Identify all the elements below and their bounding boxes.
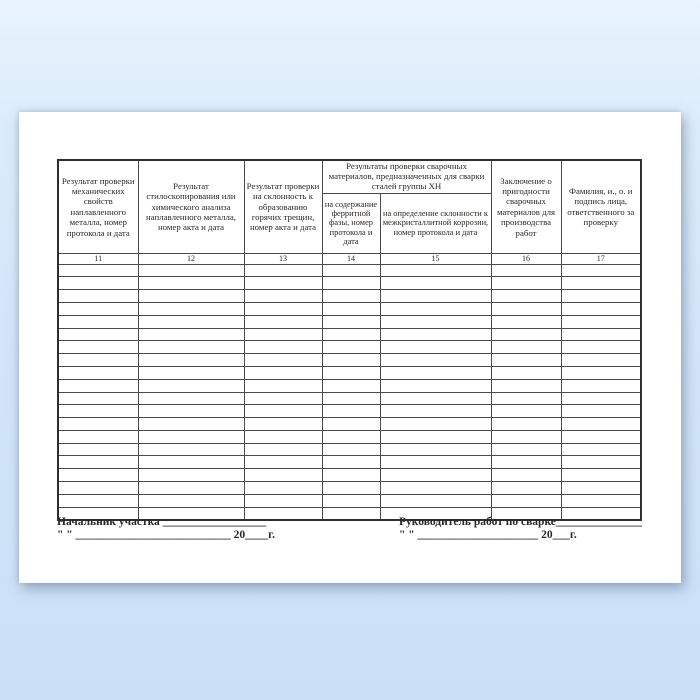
column-number-11: 11 [58,253,138,264]
table-cell [380,341,491,354]
table-cell [58,469,138,482]
table-row [58,494,641,507]
table-cell [380,366,491,379]
table-cell [491,482,561,495]
welding-supervisor-date-line: " " _____________________ 20___г. [399,528,577,541]
table-cell [58,277,138,290]
table-cell [322,354,380,367]
table-cell [138,418,244,431]
table-cell [380,290,491,303]
table-cell [58,392,138,405]
table-cell [322,443,380,456]
column-header-12: Результат стилоскопирования или химического анализа наплавленного металла, номер акта и дата [138,160,244,253]
table-cell [561,354,641,367]
table-cell [322,494,380,507]
table-cell [322,264,380,277]
table-cell [561,392,641,405]
table-cell [244,366,322,379]
table-cell [138,315,244,328]
site-chief-date-line: " " ___________________________ 20____г. [57,528,275,541]
column-header-13: Результат проверки на склонность к образованию горячих трещин, номер акта и дата [244,160,322,253]
table-cell [491,469,561,482]
table-cell [561,456,641,469]
table-cell [322,482,380,495]
table-cell [244,264,322,277]
table-row [58,392,641,405]
table-cell [138,405,244,418]
welding-supervisor-signature-line [399,516,642,529]
table-cell [58,456,138,469]
table-cell [380,392,491,405]
table-cell [244,392,322,405]
table-cell [138,366,244,379]
site-chief-signature-blank: __________________ [162,516,267,528]
table-body [58,264,641,520]
table-cell [491,341,561,354]
table-cell [561,302,641,315]
table-cell [380,405,491,418]
table-cell [491,328,561,341]
column-header-16: Заключение о пригодности сварочных материалов для производства работ [491,160,561,253]
table-cell [380,328,491,341]
table-cell [380,418,491,431]
table-cell [322,379,380,392]
table-cell [491,366,561,379]
table-cell [491,354,561,367]
table-cell [58,315,138,328]
table-cell [138,392,244,405]
table-row [58,264,641,277]
table-cell [58,290,138,303]
table-cell [244,405,322,418]
table-row [58,482,641,495]
column-header-11: Результат проверки механических свойств наплавленного металла, номер протокола и дата [58,160,138,253]
table-row [58,405,641,418]
table-row [58,328,641,341]
table-cell [58,379,138,392]
table-cell [138,379,244,392]
table-cell [138,302,244,315]
table-cell [561,405,641,418]
table-row [58,469,641,482]
table-cell [58,341,138,354]
table-cell [380,430,491,443]
table-cell [58,405,138,418]
table-cell [491,430,561,443]
table-cell [138,456,244,469]
table-row [58,341,641,354]
table-cell [58,443,138,456]
table-cell [58,430,138,443]
site-chief-role-label: Начальник участка [57,516,163,528]
table-cell [561,418,641,431]
table-cell [561,430,641,443]
table-cell [561,328,641,341]
welding-materials-inspection-table [57,159,642,521]
paper-sheet [19,112,681,583]
table-cell [244,430,322,443]
table-row [58,277,641,290]
table-cell [244,290,322,303]
table-cell [244,494,322,507]
table-row [58,354,641,367]
table-cell [561,290,641,303]
table-cell [561,315,641,328]
table-cell [380,302,491,315]
table-cell [58,302,138,315]
table-cell [491,405,561,418]
table-cell [58,418,138,431]
table-cell [322,507,380,520]
column-number-12: 12 [138,253,244,264]
table-row [58,430,641,443]
table-cell [322,418,380,431]
table-cell [380,443,491,456]
table-cell [561,277,641,290]
table-cell [322,405,380,418]
table-cell [138,443,244,456]
table-cell [138,341,244,354]
table-cell [322,315,380,328]
table-cell [58,366,138,379]
table-cell [58,264,138,277]
table-cell [138,494,244,507]
table-cell [561,443,641,456]
table-cell [561,482,641,495]
table-cell [322,430,380,443]
table-cell [491,302,561,315]
column-number-16: 16 [491,253,561,264]
table-cell [244,482,322,495]
table-cell [244,277,322,290]
table-cell [380,494,491,507]
column-group-header-14-15: Результаты проверки сварочных материалов, предназначенных для сварки сталей группы ХН [322,160,491,193]
table-cell [322,277,380,290]
table-cell [491,277,561,290]
table-cell [322,366,380,379]
column-header-14: на содержание ферритной фазы, номер протокола и дата [322,193,380,253]
table-cell [58,354,138,367]
table-cell [244,354,322,367]
column-number-14: 14 [322,253,380,264]
table-cell [322,302,380,315]
table-cell [138,290,244,303]
table-row [58,379,641,392]
column-number-row [58,253,641,264]
table-cell [491,494,561,507]
table-header [58,160,641,264]
table-cell [244,315,322,328]
table-cell [244,456,322,469]
table-cell [322,328,380,341]
table-cell [491,443,561,456]
table-cell [244,341,322,354]
table-cell [138,277,244,290]
table-cell [138,430,244,443]
table-cell [561,264,641,277]
table-cell [58,328,138,341]
table-cell [491,290,561,303]
table-cell [58,482,138,495]
table-row [58,315,641,328]
table-cell [380,354,491,367]
table-row [58,443,641,456]
table-cell [322,341,380,354]
table-cell [244,328,322,341]
table-row [58,456,641,469]
column-number-15: 15 [380,253,491,264]
table-cell [380,264,491,277]
table-cell [561,379,641,392]
table-cell [561,469,641,482]
table-cell [138,264,244,277]
table-cell [491,418,561,431]
table-row [58,418,641,431]
table-cell [138,354,244,367]
table-cell [244,469,322,482]
table-cell [138,469,244,482]
table-cell [380,482,491,495]
column-number-13: 13 [244,253,322,264]
table-cell [138,328,244,341]
table-row [58,366,641,379]
table-cell [380,456,491,469]
table-cell [244,379,322,392]
table-cell [561,341,641,354]
table-cell [380,469,491,482]
table-cell [380,277,491,290]
column-number-17: 17 [561,253,641,264]
table-cell [244,443,322,456]
column-header-15: на определение склонности к межкристаллитной коррозии, номер протокола и дата [380,193,491,253]
column-header-17: Фамилия, и., о. и подпись лица, ответственного за проверку [561,160,641,253]
table-cell [58,494,138,507]
welding-supervisor-signature-block [399,516,642,541]
welding-supervisor-signature-blank: _______________ [555,516,643,528]
table-cell [380,379,491,392]
table-cell [322,456,380,469]
table-cell [322,469,380,482]
table-cell [491,315,561,328]
table-cell [491,392,561,405]
table-cell [491,264,561,277]
table-cell [491,456,561,469]
table-cell [322,290,380,303]
table-row [58,302,641,315]
table-cell [138,482,244,495]
site-chief-signature-block [57,516,275,541]
table-cell [244,302,322,315]
table-cell [380,315,491,328]
table-cell [491,379,561,392]
table-row [58,290,641,303]
welding-supervisor-role-label: Руководитель работ по сварке [399,516,556,528]
table-cell [561,494,641,507]
table-cell [561,366,641,379]
site-chief-signature-line [57,516,275,529]
table-cell [322,392,380,405]
table-cell [244,418,322,431]
